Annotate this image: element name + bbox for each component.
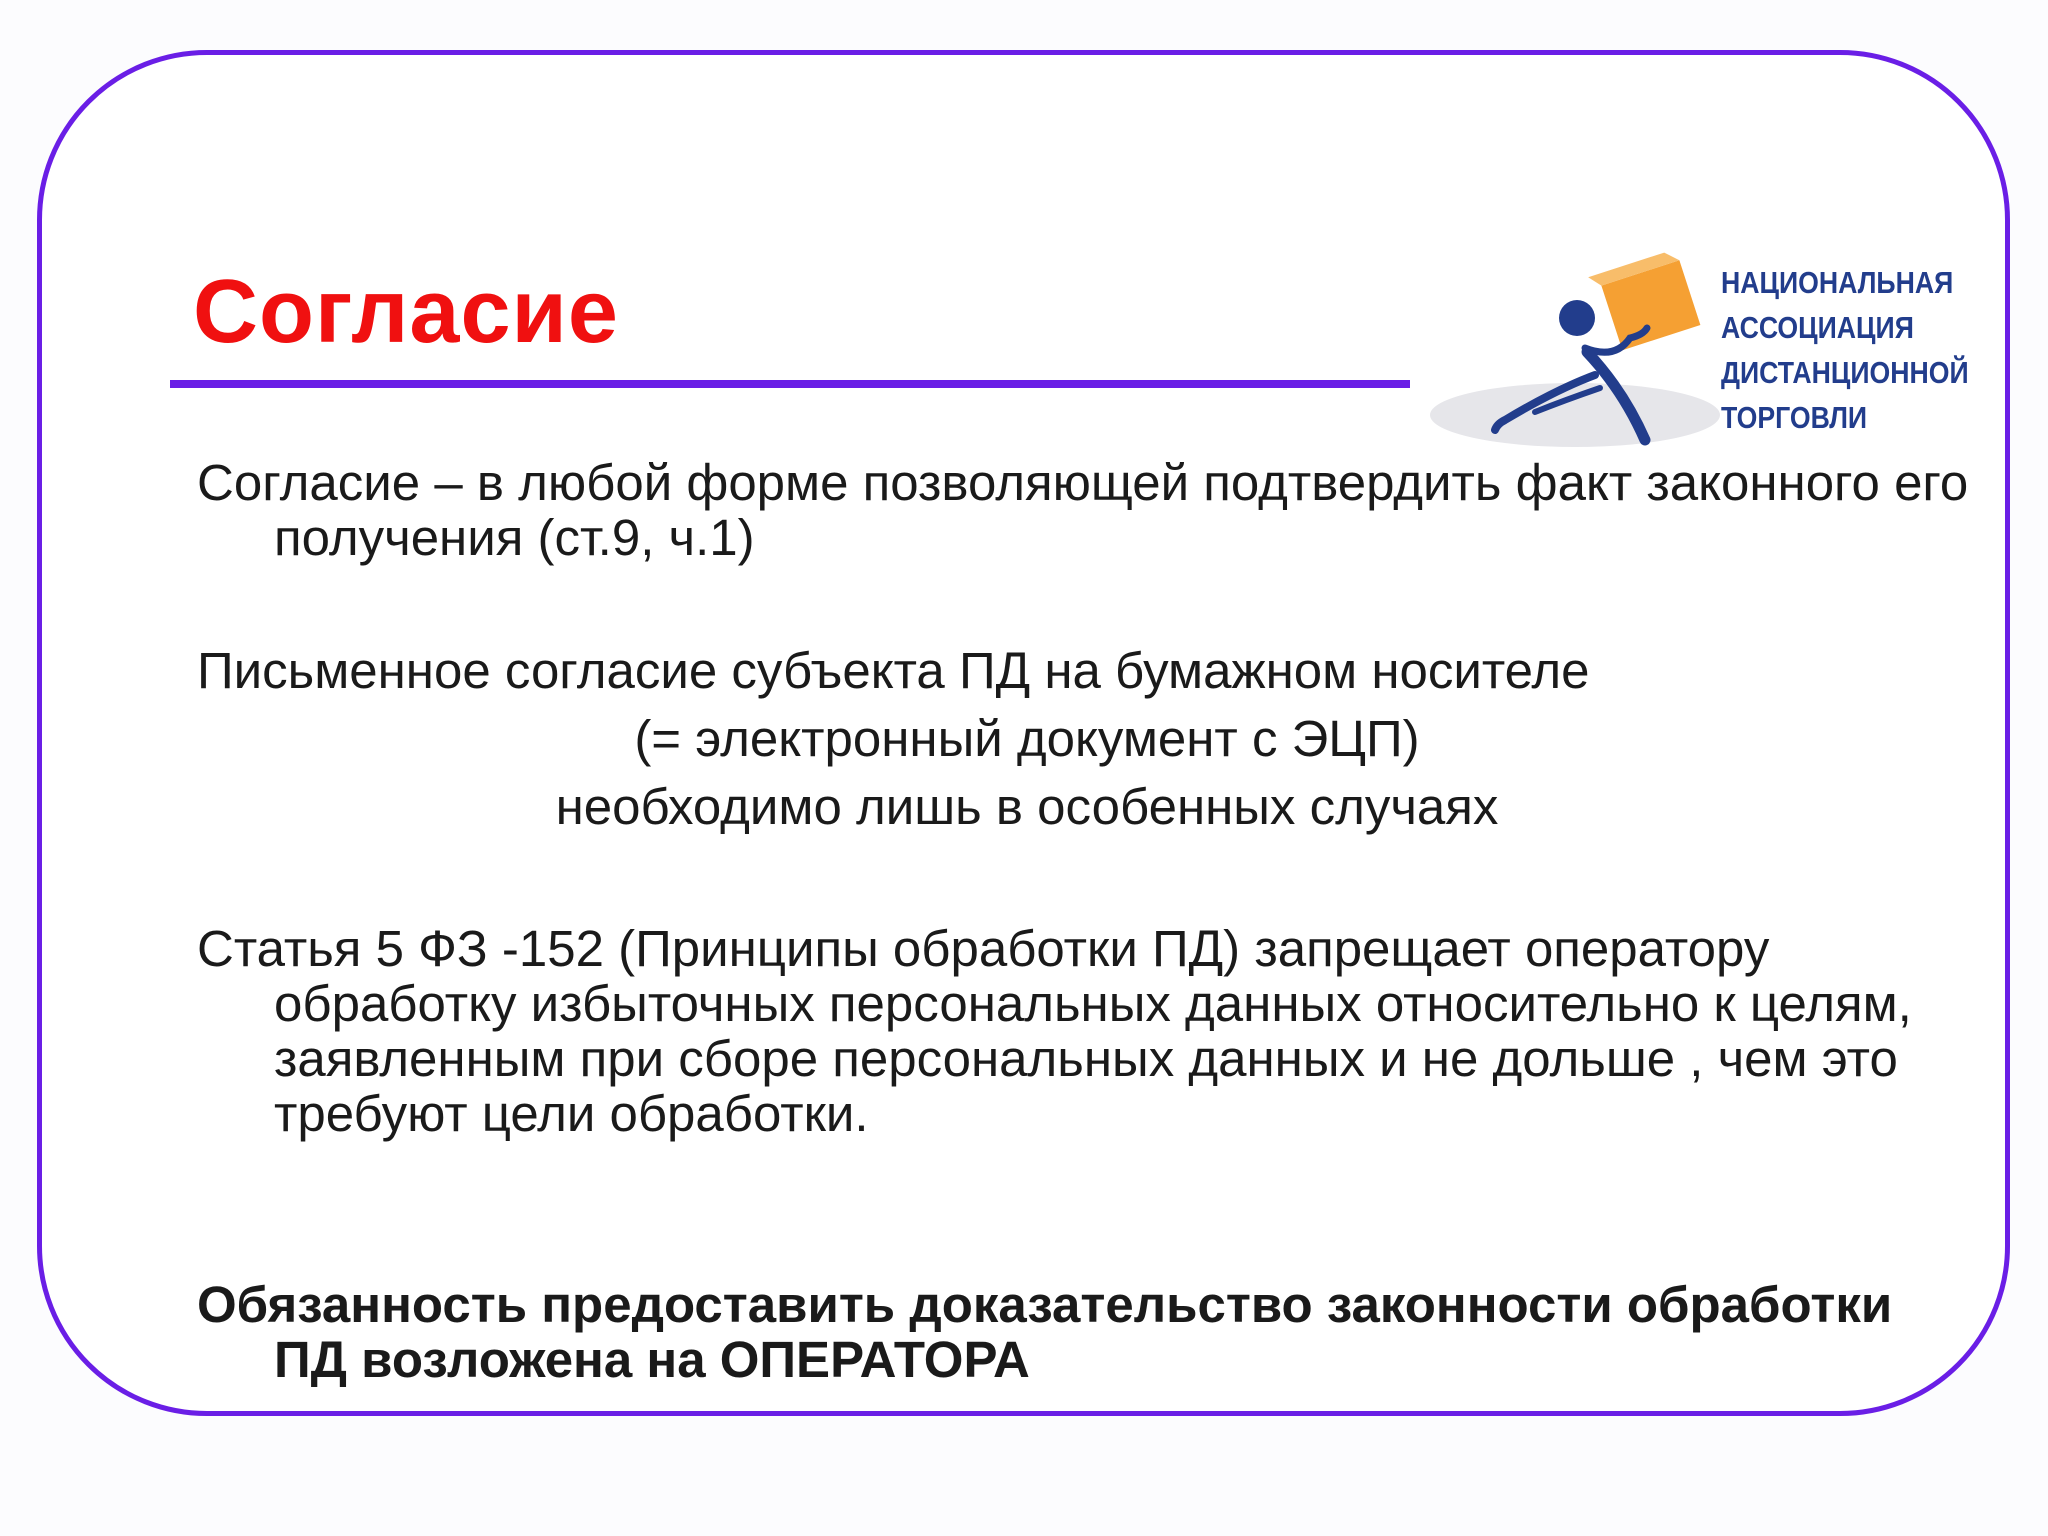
paragraph-operator-duty: Обязанность предоставить доказательство законности обработки ПД возложена на ОПЕРАТОРА	[197, 1276, 1893, 1388]
logo-line: ТОРГОВЛИ	[1721, 400, 1868, 435]
paragraph-written-consent-cases: необходимо лишь в особенных случаях	[555, 778, 1499, 835]
courier-figure-icon	[1425, 240, 1725, 460]
paragraph-article-5: Статья 5 ФЗ -152 (Принципы обработки ПД) запрещает оператору обработку избыточных персональных данных относительно к целям, заявленным при сборе персональных данных и не дольше , чем это требуют цели обработки.	[197, 920, 1912, 1142]
logo-line: НАЦИОНАЛЬНАЯ	[1721, 265, 1954, 300]
logo-wordmark	[1721, 260, 2009, 440]
logo-line: ДИСТАНЦИОННОЙ	[1721, 355, 1969, 390]
paragraph-consent-form: Согласие – в любой форме позволяющей подтвердить факт законного его получения (ст.9, ч.1)	[197, 454, 1969, 566]
paragraph-written-consent-ecp: (= электронный документ с ЭЦП)	[634, 710, 1420, 767]
association-logo	[1425, 240, 1969, 460]
paragraph-written-consent: Письменное согласие субъекта ПД на бумажном носителе	[197, 642, 1590, 699]
title-underline	[170, 380, 1410, 388]
slide-title: Согласие	[193, 262, 619, 362]
logo-line: АССОЦИАЦИЯ	[1721, 310, 1914, 345]
